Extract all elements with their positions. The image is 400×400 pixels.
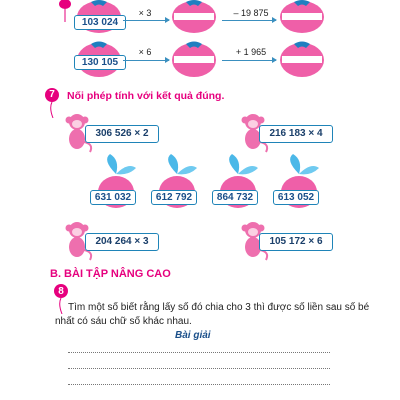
start-number-1: 103 024 — [74, 15, 126, 30]
exercise-8-number: 8 — [58, 286, 64, 297]
arrow — [222, 20, 276, 21]
tomato-answer-1a — [170, 0, 218, 34]
expression-box-216183x4[interactable]: 216 183 × 4 — [259, 125, 333, 143]
result-box-631032[interactable]: 631 032 — [90, 190, 136, 205]
result-box-612792[interactable]: 612 792 — [151, 190, 197, 205]
expression-box-204264x3[interactable]: 204 264 × 3 — [85, 233, 159, 251]
expression-box-105172x6[interactable]: 105 172 × 6 — [259, 233, 333, 251]
start-number-2: 130 105 — [74, 55, 126, 70]
exercise-8-text-line2: nhất có sáu chữ số khác nhau. — [55, 316, 192, 327]
exercise-7-number: 7 — [49, 89, 55, 100]
result-box-864732[interactable]: 864 732 — [212, 190, 258, 205]
answer-line[interactable] — [68, 352, 330, 353]
arrow — [123, 20, 169, 21]
section-b-title: B. BÀI TẬP NÂNG CAO — [50, 268, 171, 280]
solution-label: Bài giải — [175, 330, 211, 341]
operation-label: – 19 875 — [233, 8, 269, 18]
tomato-answer-2b — [278, 40, 326, 78]
result-box-613052[interactable]: 613 052 — [273, 190, 319, 205]
exercise-7-title: Nối phép tính với kết quả đúng. — [67, 90, 225, 102]
answer-line[interactable] — [68, 384, 330, 385]
operation-label: × 3 — [138, 8, 152, 18]
operation-label: + 1 965 — [235, 47, 267, 57]
operation-label: × 6 — [138, 47, 152, 57]
arrow — [222, 60, 276, 61]
exercise-8-text-line1: Tìm một số biết rằng lấy số đó chia cho 3 thì được số liền sau số bé — [68, 302, 370, 313]
answer-line[interactable] — [68, 368, 330, 369]
expression-box-306526x2[interactable]: 306 526 × 2 — [85, 125, 159, 143]
tomato-answer-2a — [170, 40, 218, 78]
balloon-icon — [58, 0, 72, 22]
arrow — [123, 60, 169, 61]
tomato-answer-1b — [278, 0, 326, 34]
